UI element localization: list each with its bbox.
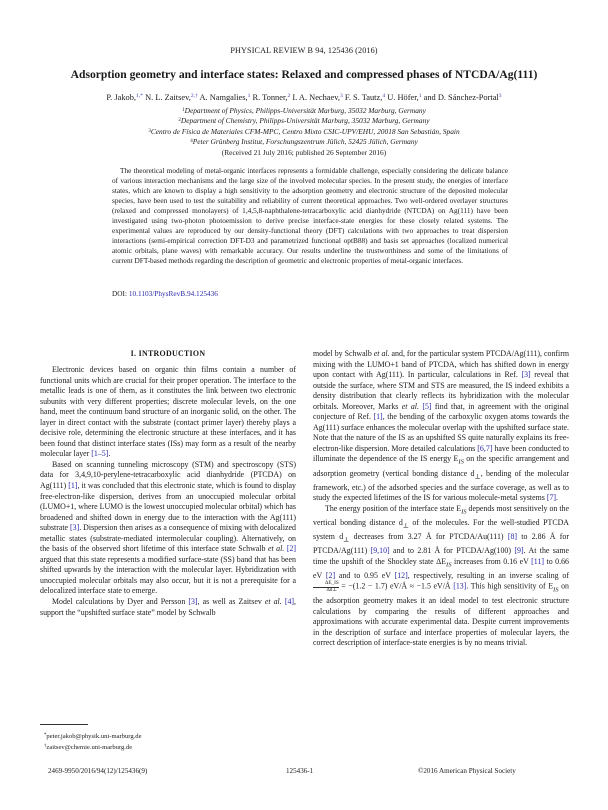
doi-link[interactable]: 10.1103/PhysRevB.94.125436 [128, 289, 218, 298]
footnote-divider [40, 724, 88, 725]
paragraph: The energy position of the interface state $E_{IS}$ depends most sensitively on the vertical bonding distance $d_\perp$ of the molecules. For the well-studied PTCDA system $d_\perp$ decreases from 3.27 Å for PTCDA/Au(111) [8] to 2.86 Å for PTCDA/Ag(111) [9,10] and to 2.81 Å for PTCDA/Ag(100) [9]. At the same time the upshift of the Shockley state $\Delta E_{IS}$ increases from 0.16 eV [11] to 0.66 eV [2] and to 0.95 eV [12], respectively, resulting in an inverse scaling of $\frac{\Delta E\_IS}{\Delta d\perp}$ = −(1.2 − 1.7) eV/Å ≈ −1.5 eV/Å [13]. This high sensitivity of $E_{IS}$ on the adsorption geometry makes it an ideal model to test electronic structure calculations by comparing the results of different approaches and approximations with accurate experimental data. Despite current improvements in the description of surface and interface properties of molecular layers, the correct description of interface-state energies is by no means trivial. [313, 503, 569, 648]
author: N. L. Zaitsev, [145, 93, 191, 102]
citation-link[interactable]: [5] [422, 401, 432, 411]
received-dates: (Received 21 July 2016; published 26 September 2016) [221, 147, 387, 157]
affiliation-text: Centro de Física de Materiales CFM-MPC, Centro Mixto CSIC-UPV/EHU, 20018 San Sebastián, Spain [150, 126, 460, 136]
paragraph: Electronic devices based on organic thin films contain a number of functional units which are crucial for their proper operation. The interface to the metallic leads is one of them, as it constitutes the link between two electronic subunits with very different properties; discrete molecular levels, on the one hand, meet the continuum band structure of an inorganic solid, on the other. The layer in direct contact with the substrate (contact primer layer) thereby plays a decisive role, determining the electronic structure at these interfaces, and it has been found that distinct interface states (ISs) may form as a result of the nearby molecular layer [1–5]. [40, 365, 296, 459]
author-list [0, 93, 608, 102]
author: R. Tonner, [252, 93, 288, 102]
abstract-text: The theoretical modeling of metal-organic interfaces represents a formidable challenge, especially considering the delicate balance of various interaction mechanisms and the large size of the involved molecular species. In the present study, the energies of interface states, which are known to display a high sensitivity to the adsorption geometry and electronic structure of the deposited molecular species, have been used to test the suitability and reliability of current theoretical approaches. Two well-ordered overlayer structures (relaxed and compressed monolayers) of 1,4,5,8-naphthalene-tetracarboxylic acid dianhydride (NTCDA) on Ag(111) have been investigated using two-photon photoemission to derive precise interface-state energies for these closely related systems. The experimental values are reproduced by our density-functional theory (DFT) calculations with two approaches to treat dispersion interactions (semi-empirical correction DFT-D3 and parametrized functional optB88) and basis set approaches (localized numerical atomic orbitals, plane waves) with remarkable accuracy. Our results underline the trustworthiness and some of the limitations of current DFT-based methods regarding the description of geometric and electronic properties of metal-organic interfaces. [112, 166, 508, 266]
citation-link[interactable]: [3] [521, 370, 531, 380]
citation-link[interactable]: [13] [453, 582, 467, 592]
citation-link[interactable]: [11] [531, 556, 545, 566]
section-heading: I. INTRODUCTION [130, 349, 206, 358]
author: P. Jakob, [106, 93, 136, 102]
citation-link[interactable]: [3] [188, 597, 198, 607]
affiliation-text: Peter Grünberg Institut, Forschungszentrum Jülich, 52425 Jülich, Germany [192, 137, 418, 147]
citation-link[interactable]: [8] [507, 532, 518, 542]
body-column-right [313, 349, 569, 649]
citation-link[interactable]: [1–5] [91, 449, 109, 459]
affiliation [0, 116, 608, 126]
affiliation [0, 106, 608, 116]
citation-link[interactable]: [2] [325, 570, 336, 580]
email-link[interactable]: peter.jakob@physik.uni-marburg.de [46, 733, 142, 740]
footer-copyright: ©2016 American Physical Society [418, 767, 516, 775]
citation-link[interactable]: [1] [68, 481, 78, 491]
footnotes [44, 731, 142, 752]
affiliation-number: 3 [148, 128, 151, 134]
citation-link[interactable]: [6,7] [477, 443, 493, 453]
paragraph: Model calculations by Dyer and Persson [3], as well as Zaitsev et al. [4], support the “upshifted surface state” model by Schwalb [40, 597, 296, 617]
footnote: †zaitsev@chemie.uni-marburg.de [44, 743, 133, 751]
paper-title: Adsorption geometry and interface states: Relaxed and compressed phases of NTCDA/Ag(111) [70, 68, 538, 81]
author: A. Namgalies, [199, 93, 248, 102]
footnote: *peter.jakob@physik.uni-marburg.de [44, 733, 142, 740]
affiliation-number: 4 [190, 139, 193, 145]
affiliation [0, 137, 608, 147]
author-affil-link[interactable]: 4 [382, 93, 386, 99]
abstract [112, 166, 508, 266]
affiliation-text: Department of Physics, Philipps-Universität Marburg, 35032 Marburg, Germany [184, 106, 426, 115]
citation-link[interactable]: [3] [70, 523, 80, 533]
doi-label: DOI: [112, 289, 127, 298]
citation-link[interactable]: [12] [394, 570, 408, 580]
author-affil-link[interactable]: 1 [247, 93, 251, 99]
affiliation-text: Department of Chemistry, Philipps-Universität Marburg, 35032 Marburg, Germany [180, 116, 430, 126]
author-affil-link[interactable]: 3 [498, 93, 502, 99]
author: U. Höfer, [387, 93, 419, 102]
citation-link[interactable]: [1] [373, 412, 383, 422]
author-affil-link[interactable]: 2,† [190, 93, 198, 99]
author: I. A. Nechaev, [292, 93, 340, 102]
fraction: $\frac{\Delta E\_IS}{\Delta d\perp}$ [313, 581, 339, 593]
author-affil-link[interactable]: 1 [418, 93, 422, 99]
paragraph: Based on scanning tunneling microscopy (STM) and spectroscopy (STS) data for 3,4,9,10-perylene-tetracarboxylic acid dianhydride (PTCDA) on Ag(111) [1], it was concluded that this electronic state, which is found to display free-electron-like dispersion, derives from an unoccupied molecular orbital (LUMO+1, where LUMO is the lowest unoccupied molecular orbital) which has broadened and shifted down in energy due to the interaction with the Ag(111) substrate [3]. Dispersion then arises as a consequence of mixing with delocalized metallic states (substrate-mediated intermolecular coupling). Alternatively, on the basis of the observed short lifetime of this interface state Schwalb et al. [2] argued that this state represents a modified surface-state (SS) band that has been shifted upwards by the interaction with the molecular layer. Hybridization with unoccupied molecular orbitals may also occur, but it is not a prerequisite for a delocalized interface state to emerge. [40, 459, 297, 596]
citation-link[interactable]: [9,10] [370, 546, 390, 556]
author-affil-link[interactable]: 1,* [135, 93, 143, 99]
body-column-left [40, 365, 296, 618]
citation-link[interactable]: [9] [514, 546, 524, 556]
footer-issn: 2469-9950/2016/94(12)/125436(9) [48, 767, 148, 775]
affiliation-number: 1 [182, 108, 185, 113]
author-affil-link[interactable]: 3 [339, 93, 343, 99]
citation-link[interactable]: [7] [546, 493, 557, 503]
author: F. S. Tautz, [344, 93, 383, 102]
doi-line [112, 289, 218, 298]
affiliation [0, 127, 608, 137]
author-affil-link[interactable]: 2 [287, 93, 291, 99]
citation-link[interactable]: [4] [284, 597, 295, 607]
author: and D. Sánchez-Portal [423, 93, 499, 102]
citation-link[interactable]: [2] [286, 544, 297, 554]
paragraph-continued: model by Schwalb et al. and, for the particular system PTCDA/Ag(111), confirm mixing with the LUMO+1 band of PTCDA, which has shifted down in energy upon contact with Ag(111). In particular, calculations in Ref. [3] reveal that outside the surface, where STM and STS are measured, the IS indeed exhibits a density distribution that clearly reflects its hybridization with the molecular orbitals. Moreover, Marks et al. [5] find that, in agreement with the original conjecture of Ref. [1], the bending of the carboxylic oxygen atoms towards the Ag(111) surface enhances the molecular overlap with the upshifted surface state. Note that the nature of the IS as an upshifted SS quite naturally explains its free-electron-like dispersion. More detailed calculations [6,7] have been conducted to illuminate the dependence of the IS energy $E_{IS}$ on the specific arrangement and adsorption geometry (vertical bonding distance $d_\perp$, bending of the molecular framework, etc.) of the adsorbed species and the surface coverage, as well as to study the expected lifetimes of the IS for various molecule-metal systems [7]. [313, 349, 569, 503]
footer-page-number: 125436-1 [286, 767, 314, 775]
affiliations [0, 106, 608, 158]
affiliation-number: 2 [178, 118, 181, 124]
email-link[interactable]: zaitsev@chemie.uni-marburg.de [46, 743, 133, 751]
journal-header: PHYSICAL REVIEW B 94, 125436 (2016) [230, 46, 378, 55]
